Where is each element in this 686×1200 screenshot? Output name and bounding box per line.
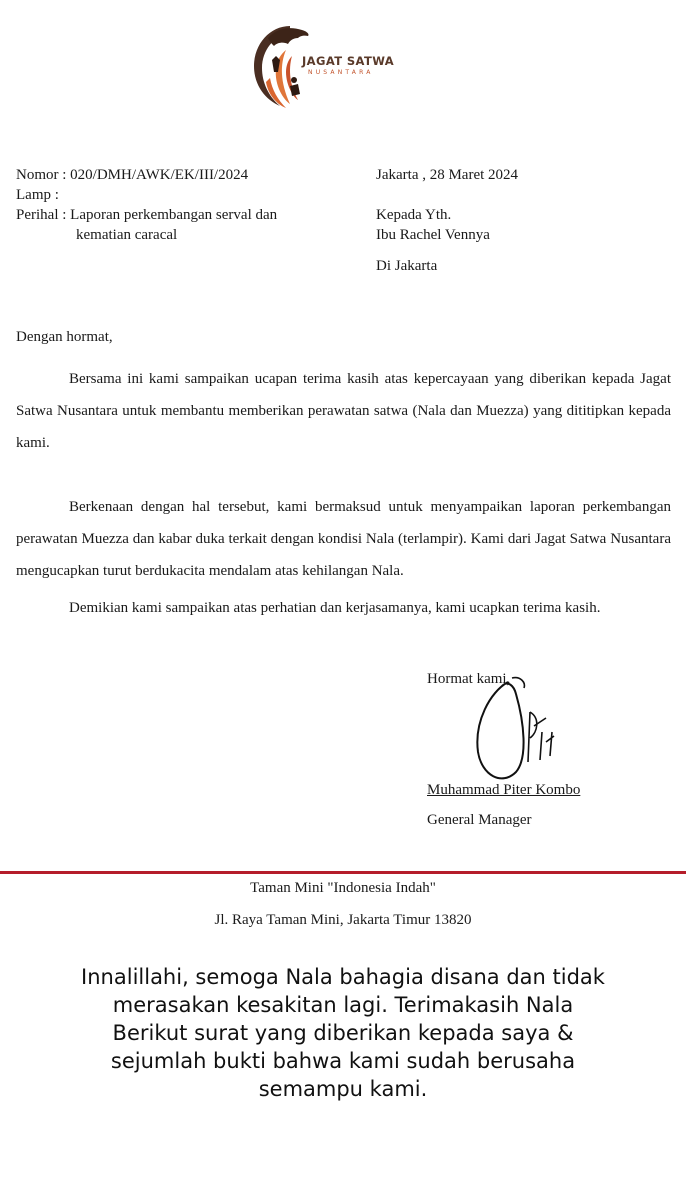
letter-date: Jakarta , 28 Maret 2024 [376, 167, 519, 183]
signature-closing: Hormat kami, [427, 671, 511, 687]
recipient-location: Di Jakarta [376, 258, 438, 274]
jagat-satwa-logo [250, 20, 420, 112]
footer-line-2: Jl. Raya Taman Mini, Jakarta Timur 13820 [214, 912, 472, 928]
logo-title: JAGAT SATWA [302, 54, 395, 68]
letter-attachment: Lamp : [16, 187, 59, 203]
signatory-name: Muhammad Piter Kombo [427, 782, 581, 798]
footer-rule [0, 871, 686, 874]
caption-line: Berikut surat yang diberikan kepada saya & [112, 1021, 574, 1045]
letter-subject-cont: kematian caracal [76, 227, 178, 243]
letter-number: Nomor : 020/DMH/AWK/EK/III/2024 [16, 167, 249, 183]
caption-line: semampu kami. [258, 1077, 428, 1101]
salutation: Dengan hormat, [16, 329, 113, 345]
komodo-emblem-icon [250, 20, 310, 112]
logo-subtitle: NUSANTARA [308, 69, 374, 76]
caption-line: Innalillahi, semoga Nala bahagia disana dan tidak [81, 965, 605, 989]
signatory-title: General Manager [427, 812, 532, 828]
caption-line: sejumlah bukti bahwa kami sudah berusaha [110, 1049, 576, 1073]
paragraph-thanks: Bersama ini kami sampaikan ucapan terima kasih atas kepercayaan yang diberikan kepada Jagat Satwa Nusantara untuk membantu memberikan perawatan satwa (Nala dan Muezza) yang dititipkan kepada kami. [16, 371, 671, 451]
story-caption [40, 963, 646, 1103]
letter-subject: Perihal : Laporan perkembangan serval dan [16, 207, 278, 223]
footer-line-1: Taman Mini "Indonesia Indah" [250, 880, 436, 896]
paragraph-closing: Demikian kami sampaikan atas perhatian dan kerjasamanya, kami ucapkan terima kasih. [69, 600, 601, 616]
recipient-name: Ibu Rachel Vennya [376, 227, 490, 243]
handwritten-signature [468, 672, 568, 792]
paragraph-report: Berkenaan dengan hal tersebut, kami bermaksud untuk menyampaikan laporan perkembangan perawatan Muezza dan kabar duka terkait dengan kondisi Nala (terlampir). Kami dari Jagat Satwa Nusantara mengucapkan turut berdukacita mendalam atas kehilangan Nala. [16, 499, 671, 579]
recipient-greeting: Kepada Yth. [376, 207, 452, 223]
caption-line: merasakan kesakitan lagi. Terimakasih Nala [112, 993, 574, 1017]
